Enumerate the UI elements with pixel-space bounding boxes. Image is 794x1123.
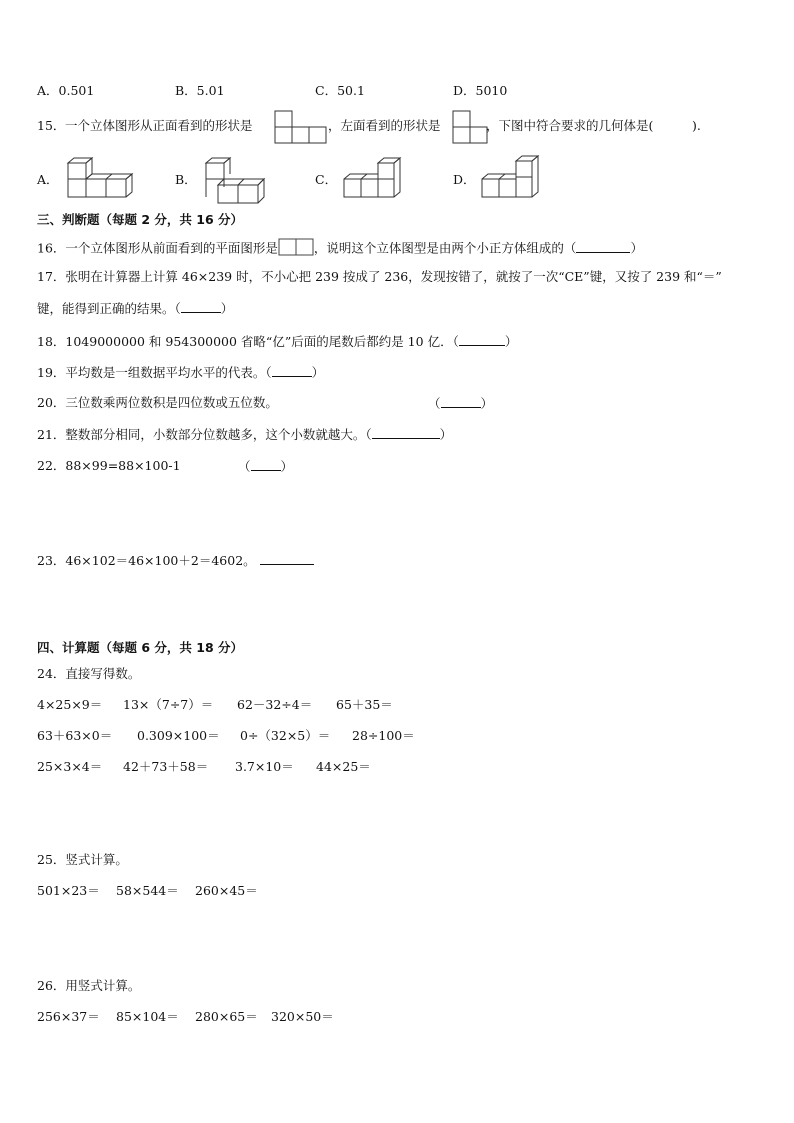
q24-item: 44×25＝ [316, 759, 371, 774]
q15-option-c-label: C． [315, 172, 338, 187]
q15-text-1: 一个立体图形从正面看到的形状是 [65, 118, 253, 133]
q18 [37, 333, 517, 350]
q25-item: 501×23＝ [37, 883, 100, 898]
q20-answer [428, 395, 493, 412]
q19-answer-blank[interactable] [272, 364, 312, 377]
q24-item: 0÷（32×5）＝ [240, 728, 331, 743]
q22-open: （ [238, 459, 251, 474]
q21 [37, 426, 452, 443]
q22-answer [238, 458, 293, 475]
q26-item: 320×50＝ [271, 1009, 334, 1024]
q14-option-a: A．0.501 [37, 83, 95, 98]
q20-number: 20． [37, 395, 66, 410]
q16-answer-blank[interactable] [576, 240, 630, 253]
q16-text: 一个立体图形从前面看到的平面图形是 [65, 240, 278, 256]
q17-close: ） [220, 301, 234, 316]
q20-open: （ [428, 396, 441, 411]
q14-option-b: B．5.01 [175, 83, 225, 98]
q24-item: 42＋73＋58＝ [123, 759, 209, 774]
q25-item: 58×544＝ [116, 883, 179, 898]
q22-answer-blank[interactable] [251, 458, 281, 471]
q16-text-2: ，说明这个立体图型是由两个小正方体组成的（ [313, 240, 577, 256]
q24-item: 62－32÷4＝ [237, 697, 313, 712]
q20-answer-blank[interactable] [441, 395, 481, 408]
q18-answer-blank[interactable] [459, 333, 505, 346]
front-view-shape [274, 110, 328, 144]
q19-text: 平均数是一组数据平均水平的代表。（ [65, 365, 272, 380]
q23-number: 23． [37, 553, 66, 568]
q18-close: ） [504, 334, 518, 349]
q26-item: 256×37＝ [37, 1009, 100, 1024]
cube-figure-b [200, 157, 268, 205]
q20-text: 三位数乘两位数积是四位数或五位数。 [65, 395, 278, 410]
q24-item: 4×25×9＝ [37, 697, 103, 712]
two-squares-shape [278, 238, 314, 260]
q26-item: 280×65＝ [195, 1009, 258, 1024]
q16 [37, 238, 643, 260]
q23-answer-blank[interactable] [260, 552, 314, 565]
q15-option-b-label: B． [175, 172, 197, 187]
q26-item: 85×104＝ [116, 1009, 179, 1024]
q20 [37, 395, 278, 411]
q16-close: ） [630, 240, 643, 256]
q24-item: 3.7×10＝ [235, 759, 294, 774]
q21-answer-blank[interactable] [372, 426, 440, 439]
q24-title: 24．直接写得数。 [37, 666, 141, 681]
q15-number: 15． [37, 118, 66, 133]
q15-text-3: ，下图中符合要求的几何体是( [486, 118, 654, 133]
q15-option-a-label: A． [37, 172, 59, 187]
q24-item: 25×3×4＝ [37, 759, 103, 774]
q21-text: 整数部分相同，小数部分位数越多，这个小数就越大。（ [65, 427, 372, 442]
section-3-title: 三、判断题（每题 2 分，共 16 分） [37, 212, 244, 227]
q18-text: 1049000000 和 954300000 省略“亿”后面的尾数后都约是 10 亿．（ [65, 334, 459, 349]
q19-close: ） [311, 365, 325, 380]
q26-title: 26．用竖式计算。 [37, 978, 141, 993]
left-view-shape [452, 110, 488, 144]
q25-title: 25．竖式计算。 [37, 852, 128, 867]
q24-item: 0.309×100＝ [137, 728, 220, 743]
q24-item: 63＋63×0＝ [37, 728, 113, 743]
cube-figure-c [340, 157, 404, 203]
cube-figure-d [478, 155, 542, 203]
section-4-title: 四、计算题（每题 6 分，共 18 分） [37, 640, 244, 655]
q22-close: ） [280, 459, 294, 474]
q15-text-4: ). [692, 118, 701, 133]
q14-option-c: C．50.1 [315, 83, 365, 98]
q14-option-d: D．5010 [453, 83, 508, 98]
q15-option-d-label: D． [453, 172, 476, 187]
q19 [37, 364, 324, 381]
q17 [37, 269, 722, 285]
q24-item: 65＋35＝ [336, 697, 393, 712]
q17-text: 张明在计算器上计算 46×239 时，不小心把 239 按成了 236，发现按错了，就按了一次“CE”键，又按了 239 和“＝” [65, 269, 722, 284]
q17-text-2: 键，能得到正确的结果。（ [37, 301, 181, 316]
q21-number: 21． [37, 427, 66, 442]
q24-item: 13×（7÷7）＝ [123, 697, 214, 712]
q18-number: 18． [37, 334, 66, 349]
q22-text: 88×99=88×100-1 [65, 458, 181, 473]
q15-text-2: ，左面看到的形状是 [328, 118, 441, 133]
q24-item: 28÷100＝ [352, 728, 415, 743]
q19-number: 19． [37, 365, 66, 380]
q23-text: 46×102＝46×100＋2＝4602。 [65, 553, 256, 568]
q17-answer-blank[interactable] [181, 300, 221, 313]
cube-figure-a [62, 157, 134, 203]
q20-close: ） [480, 396, 494, 411]
q23 [37, 552, 314, 569]
q21-close: ） [439, 427, 453, 442]
q17-number: 17． [37, 269, 66, 284]
q22-number: 22． [37, 458, 66, 473]
q25-item: 260×45＝ [195, 883, 258, 898]
q17-line-2 [37, 300, 233, 317]
q16-number: 16． [37, 240, 66, 256]
q22 [37, 458, 181, 474]
